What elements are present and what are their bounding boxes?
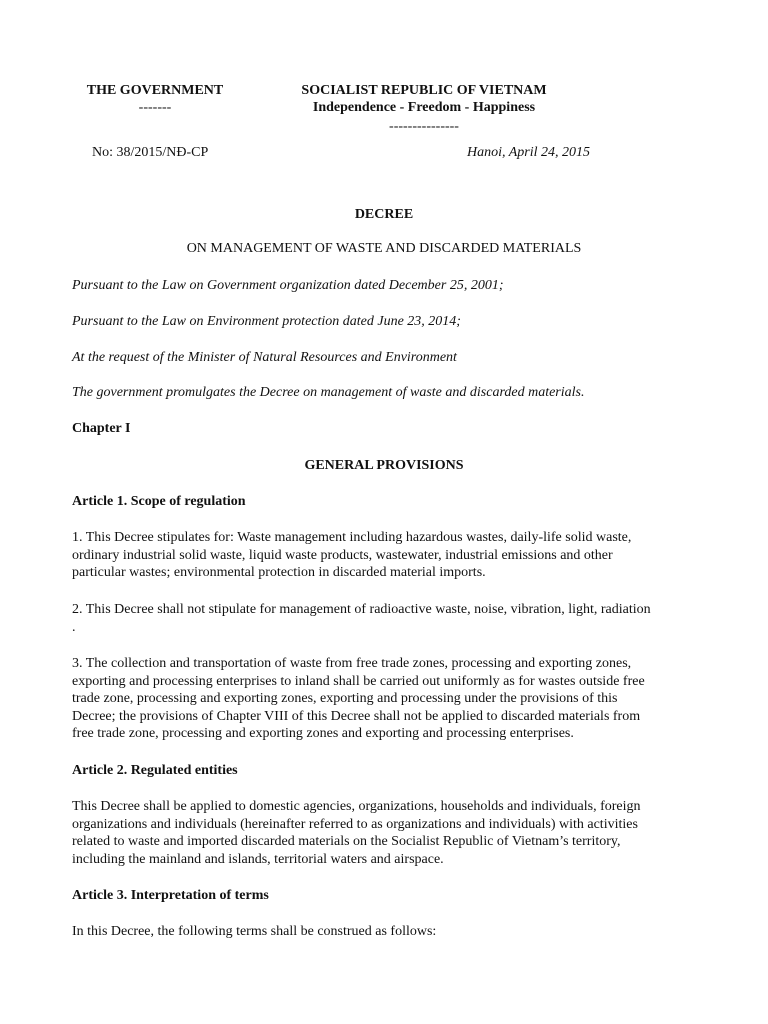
article3-intro: In this Decree, the following terms shall be construed as follows: [72,924,437,939]
issuer-name: THE GOVERNMENT [86,83,224,98]
article-heading: Article 3. Interpretation of terms [72,888,269,903]
text-line: 3. The collection and transportation of waste from free trade zones, processing and exporting zones, [72,656,632,671]
text-line: Decree; the provisions of Chapter VIII of this Decree shall not be applied to discarded materials from [72,708,641,724]
article1-clause-3 [72,655,702,743]
preamble-line: Pursuant to the Law on Environment protection dated June 23, 2014; [72,314,461,329]
article-heading: Article 1. Scope of regulation [72,494,246,509]
decree-number: No: 38/2015/NĐ-CP [92,145,209,160]
place-and-date: Hanoi, April 24, 2015 [467,145,591,160]
chapter-title: GENERAL PROVISIONS [304,458,464,473]
preamble-line: Pursuant to the Law on Government organization dated December 25, 2001; [72,278,504,293]
text-line: free trade zone, processing and exporting zones and exporting and processing enterprises. [72,726,574,741]
motto-divider: --------------- [389,119,459,134]
chapter-label: Chapter I [72,421,131,436]
text-line: 2. This Decree shall not stipulate for management of radioactive waste, noise, vibration, light, radiation [72,602,651,617]
text-line: including the mainland and islands, territorial waters and airspace. [72,851,444,867]
text-line: 1. This Decree stipulates for: Waste management including hazardous wastes, daily-life solid waste, [72,530,632,545]
text-line: exporting and processing enterprises to inland shall be carried out uniformly as for wastes outside free [72,673,645,689]
text-line: . [72,619,76,635]
document-subject: ON MANAGEMENT OF WASTE AND DISCARDED MATERIALS [186,241,582,256]
preamble-line: At the request of the Minister of Natural Resources and Environment [72,350,457,365]
article-heading: Article 2. Regulated entities [72,763,238,778]
article2-body [72,798,702,868]
text-line: ordinary industrial solid waste, liquid waste products, wastewater, industrial emissions and other [72,547,613,563]
article1-clause-1 [72,529,702,582]
text-line: This Decree shall be applied to domestic agencies, organizations, households and individuals, foreign [72,799,641,814]
country-name: SOCIALIST REPUBLIC OF VIETNAM [301,83,547,98]
national-motto: Independence - Freedom - Happiness [312,100,536,115]
document-type: DECREE [354,207,414,222]
article1-clause-2 [72,601,702,636]
preamble-line: The government promulgates the Decree on management of waste and discarded materials. [72,385,585,400]
text-line: trade zone, processing and exporting zones, exporting and processing under the provisions of this [72,691,618,706]
issuer-divider: ------- [138,100,172,115]
text-line: related to waste and imported discarded materials on the Socialist Republic of Vietnam’s territory, [72,834,621,849]
text-line: particular wastes; environmental protection in discarded material imports. [72,565,486,580]
text-line: organizations and individuals (hereinafter referred to as organizations and individuals) with activities [72,816,638,832]
